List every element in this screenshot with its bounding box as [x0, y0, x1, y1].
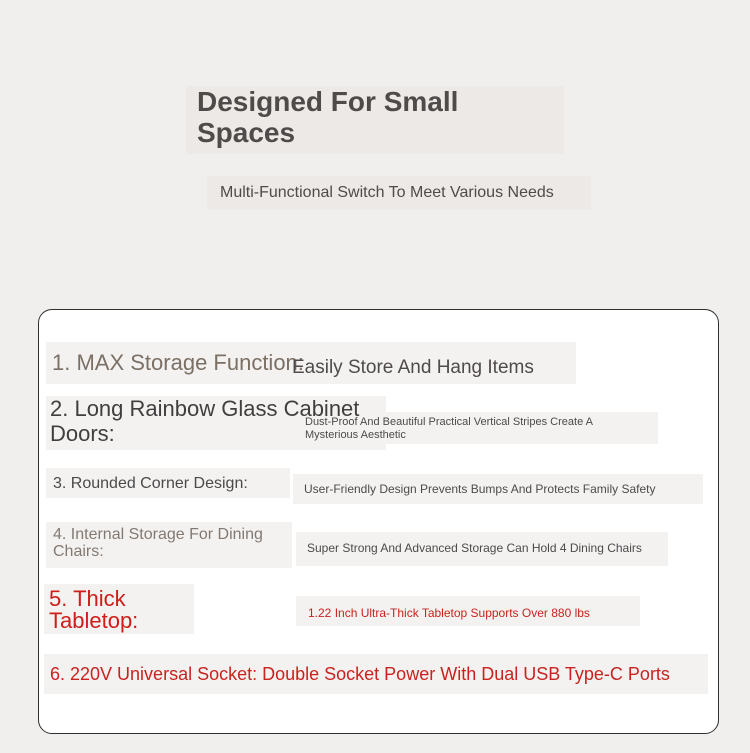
feature-5-description: 1.22 Inch Ultra-Thick Tabletop Supports Over 880 lbs	[308, 606, 590, 620]
feature-6-line: 6. 220V Universal Socket: Double Socket Power With Dual USB Type-C Ports	[50, 664, 670, 684]
feature-3-description: User-Friendly Design Prevents Bumps And Protects Family Safety	[304, 482, 656, 496]
hero-title: Designed For Small Spaces	[197, 86, 459, 148]
feature-3-title: 3. Rounded Corner Design:	[53, 475, 248, 492]
feature-4-description: Super Strong And Advanced Storage Can Hold 4 Dining Chairs	[307, 541, 642, 555]
feature-5-title: 5. Thick Tabletop:	[49, 586, 139, 633]
feature-1-description: Easily Store And Hang Items	[292, 357, 534, 378]
feature-4-title: 4. Internal Storage For Dining Chairs:	[53, 526, 263, 560]
feature-2-title: 2. Long Rainbow Glass Cabinet Doors:	[50, 396, 360, 446]
feature-1-title: 1. MAX Storage Function:	[52, 350, 304, 375]
feature-2-description: Dust-Proof And Beautiful Practical Vertical Stripes Create A Mysterious Aesthetic	[305, 416, 593, 441]
hero-subtitle: Multi-Functional Switch To Meet Various Needs	[220, 184, 554, 201]
